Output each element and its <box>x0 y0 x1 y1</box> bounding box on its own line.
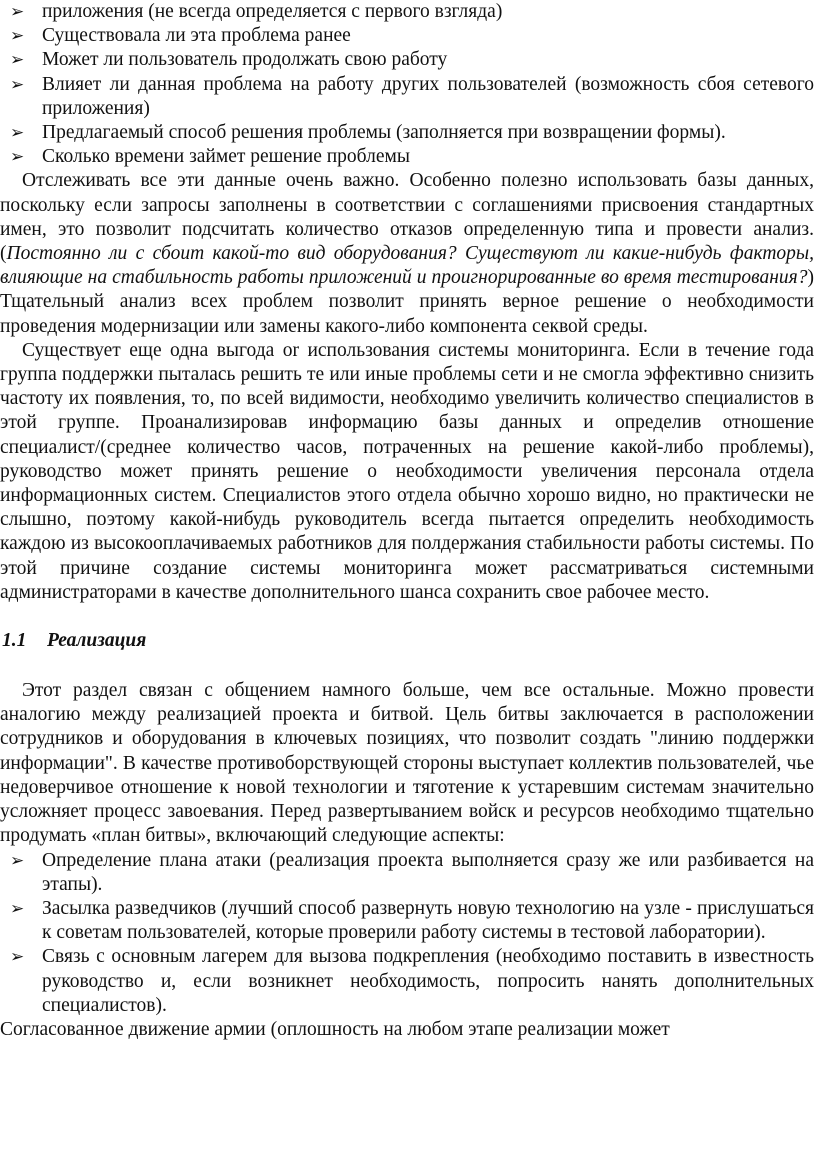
paragraph-monitoring-data <box>0 169 816 338</box>
list-item-text: Определение плана атаки (реализация проекта выполняется сразу же или разбивается на этапы). <box>42 849 814 895</box>
list-item-text: приложения (не всегда определяется с первого взгляда) <box>42 1 503 22</box>
list-item <box>0 897 816 945</box>
arrow-bullet-icon: ➢ <box>10 123 25 144</box>
list-item-text: Засылка разведчиков (лучший способ развернуть новую технологию на узле - прислушаться к советам пользователей, которые проверили работу системы в тестовой лаборатории). <box>42 897 814 944</box>
list-item <box>0 24 816 48</box>
list-item <box>0 945 816 1018</box>
arrow-bullet-icon: ➢ <box>10 147 25 168</box>
paragraph-implementation: Этот раздел связан с общением намного больше, чем все остальные. Можно провести аналогию между реализацией проекта и битвой. Цель битвы заключается в расположении сотрудников и оборудования в ключевых позициях, что позволит создать "линию поддержки информации". В качестве противоборствующей стороны выступает коллектив пользователей, чье недоверчивое отношение к новой технологии и тяготение к устаревшим системам значительно усложняет процесс завоевания. Перед развертыванием войск и ресурсов необходимо тщательно продумать «план битвы», включающий следующие аспекты: <box>0 680 814 847</box>
list-item <box>0 849 816 897</box>
arrow-bullet-icon: ➢ <box>10 74 25 95</box>
arrow-bullet-icon: ➢ <box>10 50 25 71</box>
paragraph-last-line: Согласованное движение армии (оплошность на любом этапе реализации может <box>0 1018 670 1040</box>
paragraph-monitoring-benefit: Существует еще одна выгода or использования системы мониторинга. Если в течение года группа поддержки пыталась решить те или иные проблемы сети и не смогла эффективно снизить частоту их появления, то, по всей видимости, необходимо увеличить количество специалистов в этой группе. Проанализировав информацию базы данных и определив отношение специалист/(среднее количество часов, потраченных на решение какой-либо проблемы), руководство может принять решение о необходимости увеличения персонала отдела информационных систем. Специалистов этого отдела обычно хорошо видно, но практически не слышно, поэтому какой-нибудь руководитель всегда пытается определить необходимость каждою из высокооплачиваемых работников для полдержания стабильности работы системы. По этой причине создание системы мониторинга может рассматриваться системными администраторами в качестве дополнительного шанса сохранить свое рабочее место. <box>0 339 814 603</box>
section-title: Реализация <box>47 630 147 652</box>
bottom-bullet-list <box>0 849 816 1018</box>
list-item <box>0 0 816 24</box>
arrow-bullet-icon: ➢ <box>10 850 25 871</box>
arrow-bullet-icon: ➢ <box>10 26 25 47</box>
paragraph-text: Отслеживать все эти данные очень важно. Особенно полезно использовать базы данных, поскольку если запросы заполнены в соответствии с соглашениями присвоения стандартных имен, это позволит подсчитать количество отказов определенную типа и провести анализ. ( <box>0 170 814 265</box>
top-bullet-list <box>0 0 816 169</box>
list-item <box>0 145 816 169</box>
section-heading-wrap <box>0 605 816 679</box>
paragraph-text: ) Тщательный анализ всех проблем позволит принять верное решение о необходимости проведения модернизации или замены какого-либо компонента секвой среды. <box>0 267 814 337</box>
list-item <box>0 48 816 72</box>
section-number: 1.1 <box>2 630 27 652</box>
section-heading <box>0 629 816 653</box>
arrow-bullet-icon: ➢ <box>10 898 25 919</box>
paragraph-italic-questions: Постоянно ли с сбоит какой-то вид оборудования? Существуют ли какие-нибудь факторы, влияющие на стабильность работы приложений и проигнорированные во время тестирования? <box>0 243 814 289</box>
list-item-text: Сколько времени займет решение проблемы <box>42 146 410 168</box>
arrow-bullet-icon: ➢ <box>10 2 25 22</box>
list-item-text: Связь с основным лагерем для вызова подкрепления (необходимо поставить в известность руководство и, если возникнет необходимость, попросить нанять дополнительных специалистов). <box>42 946 814 1016</box>
list-item-text: Может ли пользователь продолжать свою работу <box>42 49 448 71</box>
list-item-text: Существовала ли эта проблема ранее <box>42 25 351 47</box>
list-item <box>0 73 816 121</box>
list-item-text: Предлагаемый способ решения проблемы (заполняется при возвращении формы). <box>42 122 726 144</box>
arrow-bullet-icon: ➢ <box>10 947 25 968</box>
list-item-text: Влияет ли данная проблема на работу других пользователей (возможность сбоя сетевого приложения) <box>42 73 814 119</box>
list-item <box>0 121 816 145</box>
